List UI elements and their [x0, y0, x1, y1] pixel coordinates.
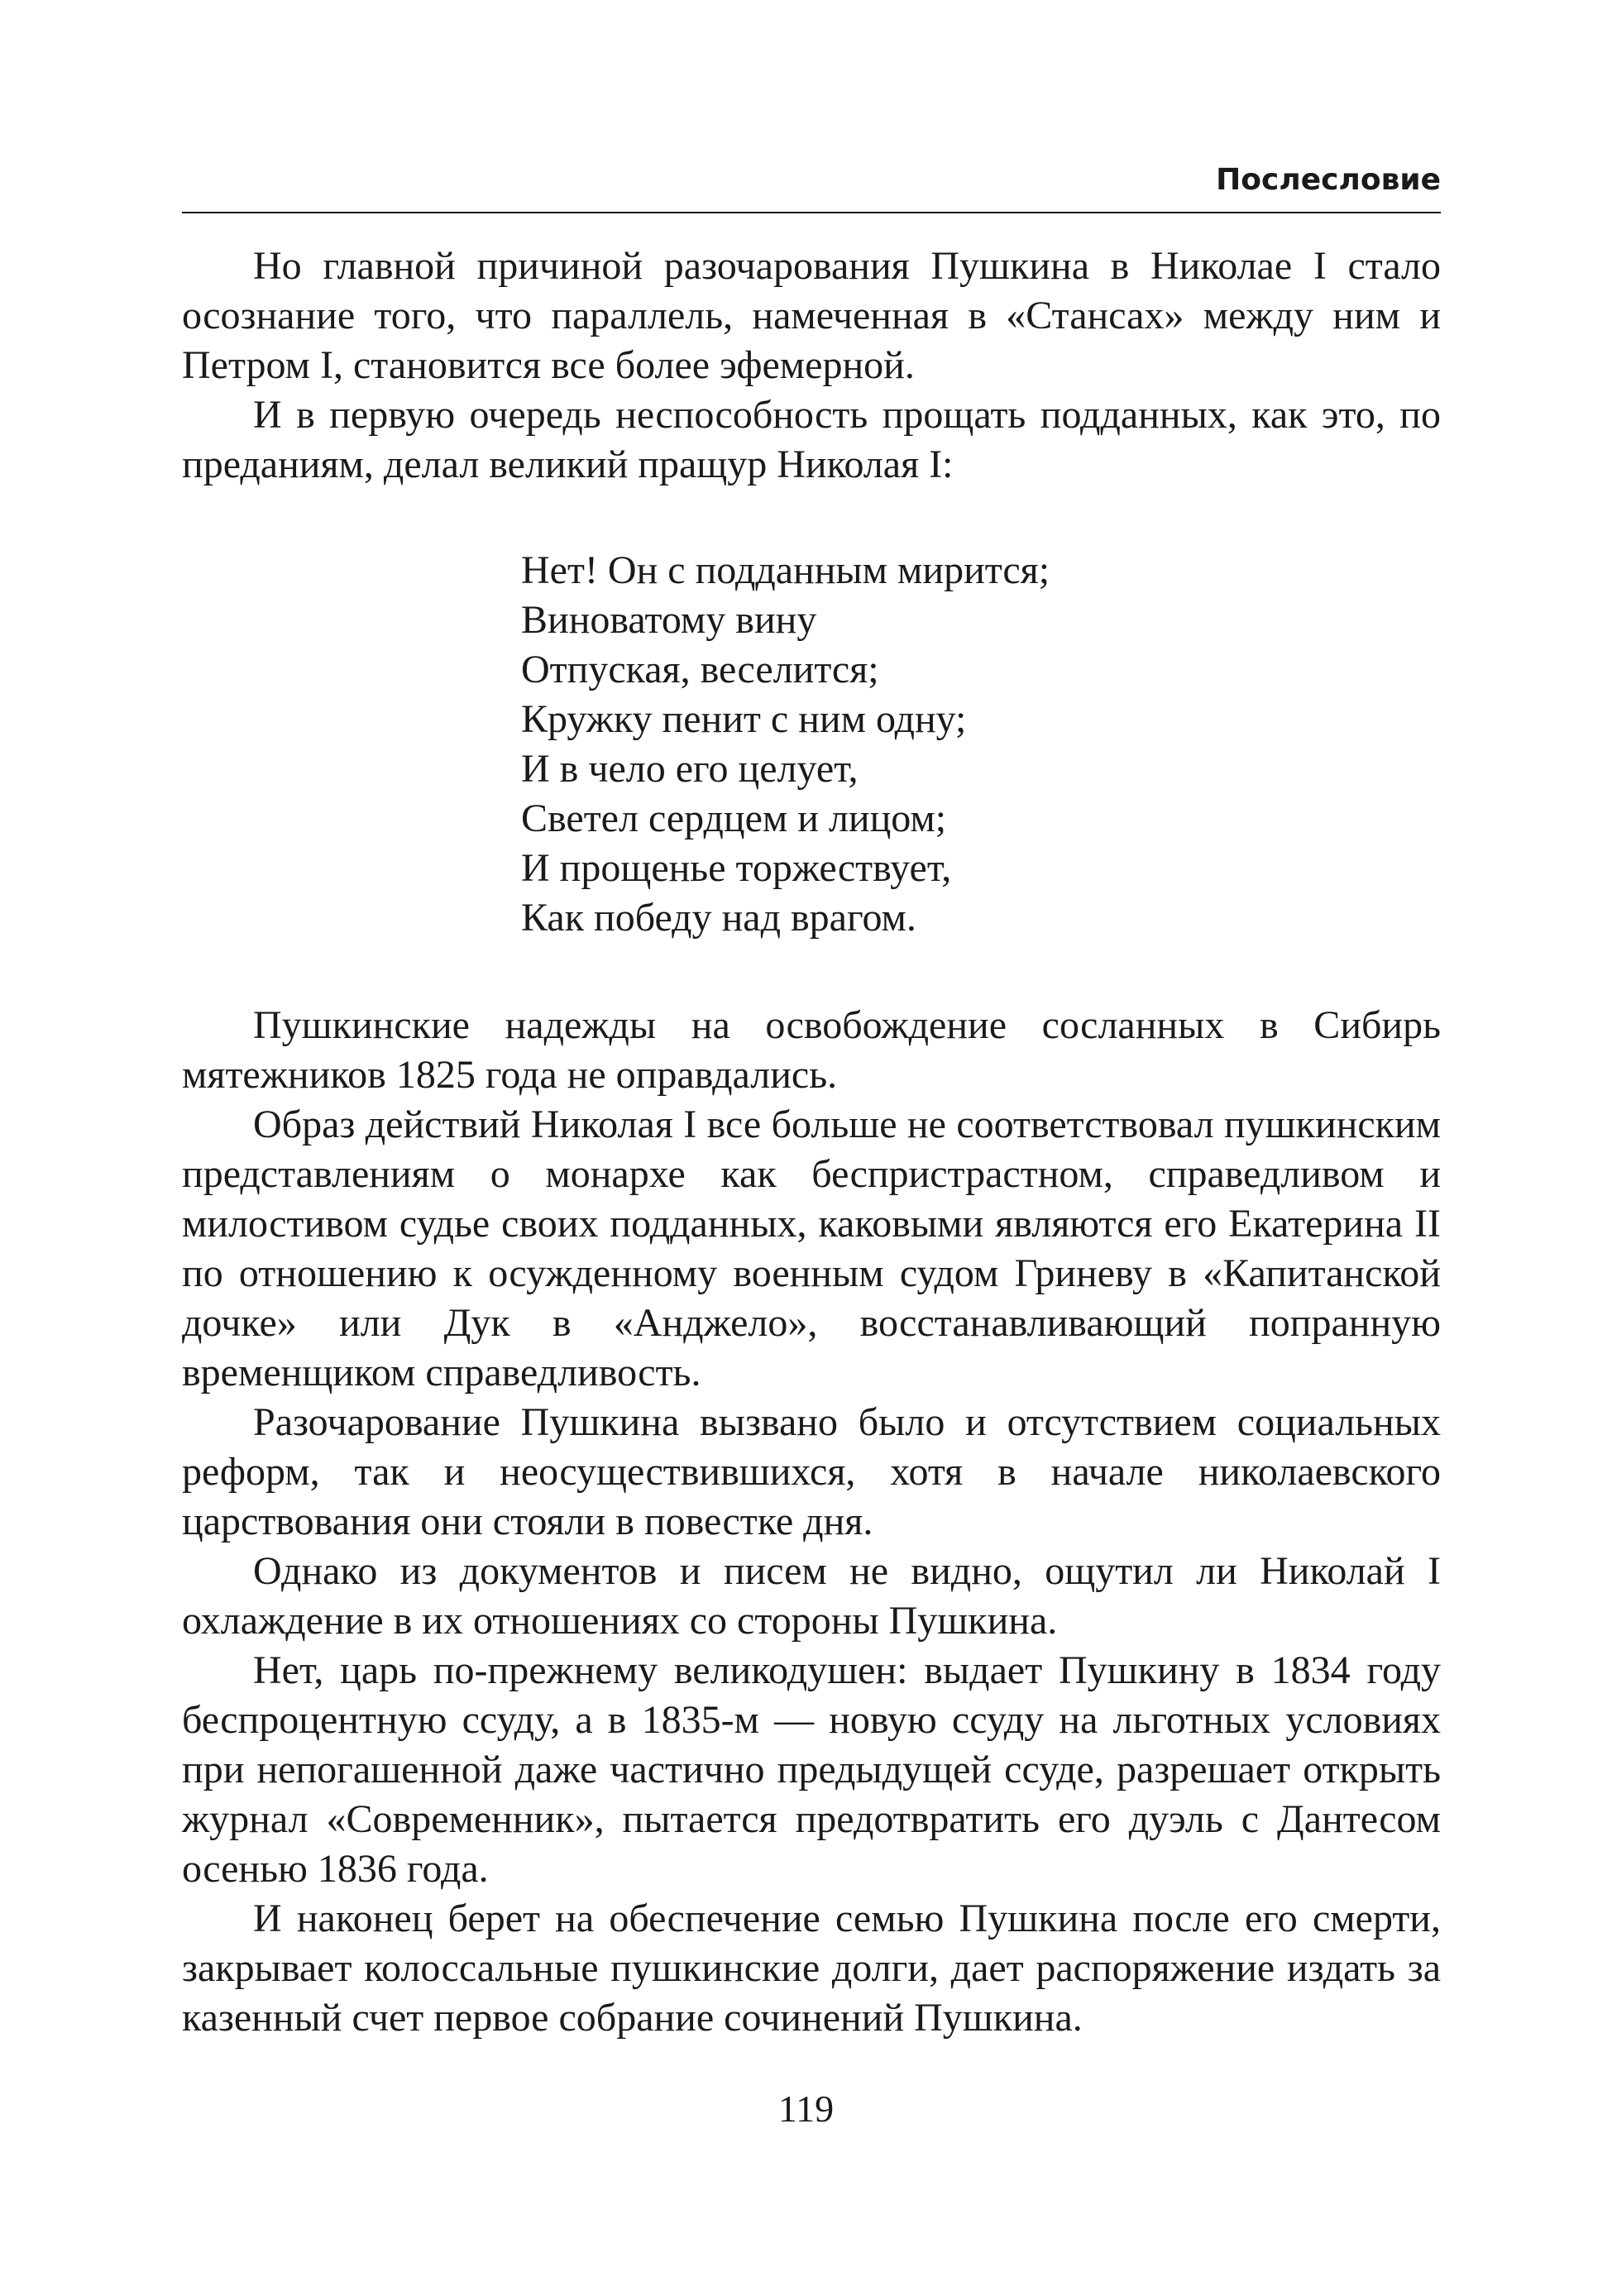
- running-head: Послесловие: [1216, 163, 1441, 197]
- page-number: 119: [777, 2088, 835, 2130]
- paragraph: Разочарование Пушкина вызвано было и отсутствием социальных реформ, так и неосуществившихся, хотя в начале николаевского царствования они стояли в повестке дня.: [182, 1400, 1441, 1543]
- poem-quote: [521, 546, 1441, 943]
- poem-line: Как победу над врагом.: [521, 896, 916, 940]
- poem-line: Светел сердцем и лицом;: [521, 796, 947, 840]
- paragraph: И наконец берет на обеспечение семью Пушкина после его смерти, закрывает колоссальные пушкинские долги, дает распоряжение издать за казенный счет первое собрание сочинений Пушкина.: [182, 1897, 1441, 2040]
- page-body: [182, 242, 1441, 2043]
- poem-line: Кружку пенит с ним одну;: [521, 697, 967, 741]
- poem-line: Виноватому вину: [521, 598, 817, 642]
- header-rule: [182, 212, 1441, 213]
- poem-line: Нет! Он с подданным мирится;: [521, 548, 1050, 592]
- poem-line: Отпуская, веселится;: [521, 648, 879, 691]
- poem-line: И в чело его целует,: [521, 747, 859, 791]
- paragraph: Нет, царь по-прежнему великодушен: выдает Пушкину в 1834 году беспроцентную ссуду, а в 1835-м — новую ссуду на льготных условиях при непогашенной даже частично предыдущей ссуде, разрешает открыть журнал «Современник», пытается предотвратить его дуэль с Дантесом осенью 1836 года.: [182, 1648, 1441, 1891]
- paragraph: Но главной причиной разочарования Пушкина в Николае I стало осознание того, что параллель, намеченная в «Стансах» между ним и Петром I, становится все более эфемерной.: [182, 244, 1441, 387]
- poem-line: И прощенье торжествует,: [521, 846, 952, 890]
- paragraph: Пушкинские надежды на освобождение сосланных в Сибирь мятежников 1825 года не оправдались.: [182, 1003, 1441, 1097]
- paragraph: И в первую очередь неспособность прощать подданных, как это, по преданиям, делал великий пращур Николая I:: [182, 393, 1441, 486]
- paragraph: Образ действий Николая I все больше не соответствовал пушкинским представлениям о монархе как беспристрастном, справедливом и милостивом судье своих подданных, каковыми являются его Екатерина II по отношению к осужденному военным судом Гриневу в «Капитанской дочке» или Дук в «Анджело», восстанавливающий попранную временщиком справедливость.: [182, 1103, 1441, 1394]
- paragraph: Однако из документов и писем не видно, ощутил ли Николай I охлаждение в их отношениях со стороны Пушкина.: [182, 1549, 1441, 1643]
